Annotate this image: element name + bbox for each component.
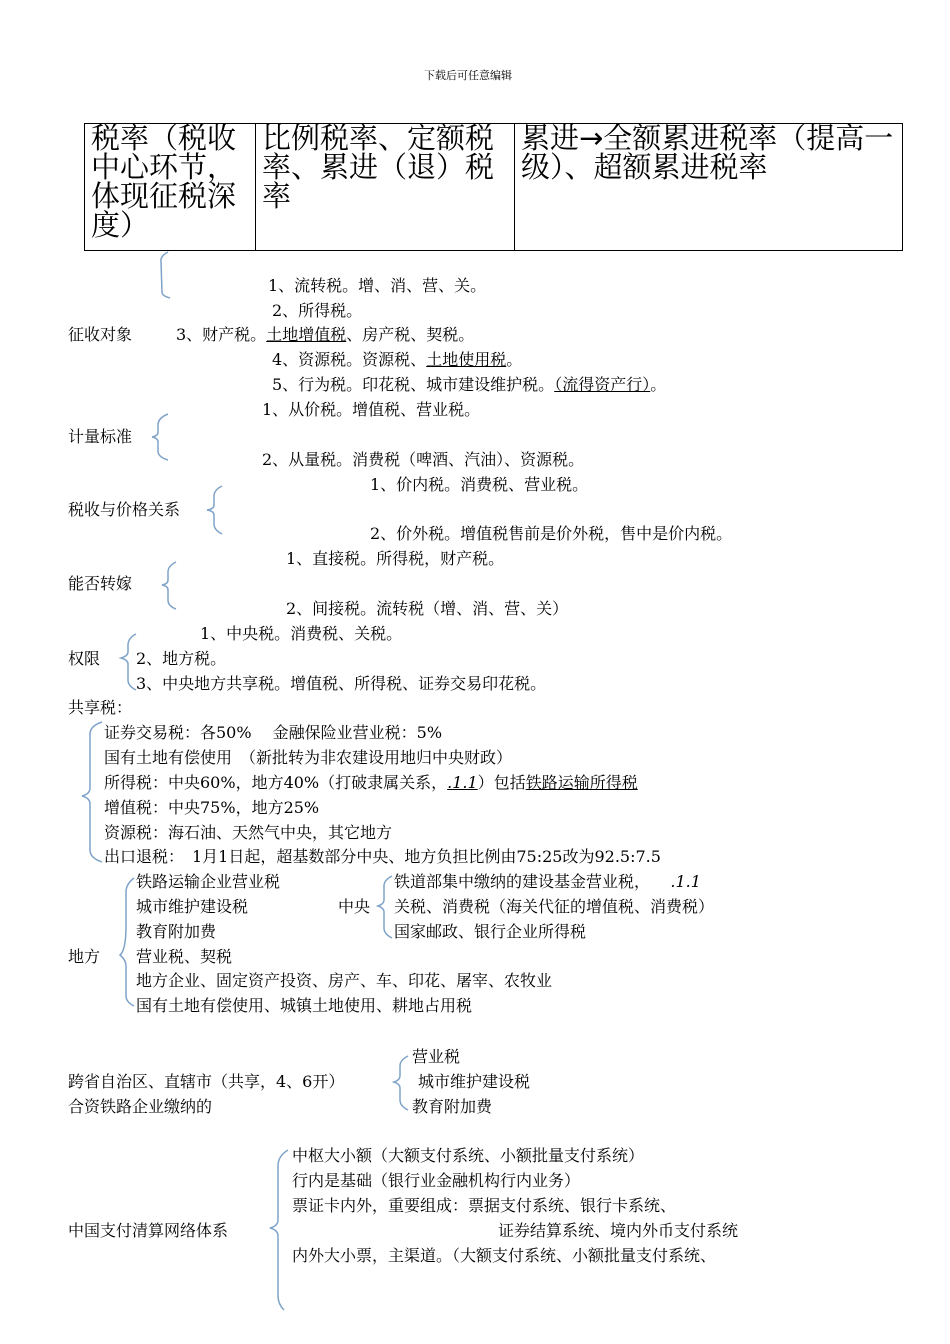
quanxian-item-2: 2、地方税。	[136, 649, 227, 668]
gongxiang-line-4: 增值税：中央75%，地方25%	[104, 798, 320, 817]
difang-line-4: 营业税、契税	[136, 947, 233, 966]
jiage-item-2: 2、价外税。增值税售前是价外税，售中是价内税。	[370, 524, 733, 543]
zhifu-label: 中国支付清算网络体系	[68, 1221, 229, 1240]
zhifu-line-5: 内外大小票，主渠道。（大额支付系统、小额批量支付系统、	[292, 1246, 717, 1265]
difang-line-6: 国有土地有偿使用、城镇土地使用、耕地占用税	[136, 996, 473, 1015]
zhifu-line-3: 票证卡内外，重要组成：票据支付系统、银行卡系统、	[292, 1196, 677, 1215]
difang-line-3: 教育附加费	[136, 922, 217, 941]
table-cell-1: 税率（税收中心环节，体现征税深度）	[85, 124, 256, 251]
zhuanjia-item-1: 1、直接税。所得税，财产税。	[286, 549, 505, 568]
table-cell-3: 累进→全额累进税率（提高一级）、超额累进税率	[515, 124, 903, 251]
jiliang-label: 计量标准	[68, 427, 133, 446]
kuasheng-line-2: 合资铁路企业缴纳的	[68, 1097, 213, 1116]
zhongyang-line-3: 国家邮政、银行企业所得税	[394, 922, 587, 941]
zhuanjia-item-2: 2、间接税。流转税（增、消、营、关）	[286, 599, 569, 618]
gongxiang-line-2: 国有土地有偿使用 （新批转为非农建设用地归中央财政）	[104, 748, 513, 767]
difang-line-5: 地方企业、固定资产投资、房产、车、印花、屠宰、农牧业	[136, 971, 553, 990]
jiage-label: 税收与价格关系	[68, 500, 181, 519]
jiliang-item-1: 1、从价税。增值税、营业税。	[262, 400, 481, 419]
kuasheng-right-2: 城市维护建设税	[418, 1072, 531, 1091]
zhuanjia-label: 能否转嫁	[68, 574, 133, 593]
zhifu-line-2: 行内是基础（银行业金融机构行内业务）	[292, 1171, 581, 1190]
difang-line-2: 城市维护建设税	[136, 897, 249, 916]
difang-line-1: 铁路运输企业营业税	[136, 872, 281, 891]
gongxiang-line-5: 资源税：海石油、天然气中央，其它地方	[104, 823, 393, 842]
zhengshou-item-5: 5、行为税。印花税、城市建设维护税。（流得资产行）。	[272, 375, 667, 394]
gongxiang-line-6: 出口退税： 1月1日起，超基数部分中央、地方负担比例由75:25改为92.5:7.5	[104, 847, 661, 866]
jiliang-item-2: 2、从量税。消费税（啤酒、汽油）、资源税。	[262, 450, 585, 469]
brace-zhengshou	[161, 252, 170, 298]
kuasheng-right-1: 营业税	[412, 1047, 461, 1066]
zhengshou-item-1: 1、流转税。增、消、营、关。	[268, 276, 487, 295]
zhengshou-item-2: 2、所得税。	[272, 301, 363, 320]
page-header: 下载后可任意编辑	[424, 69, 512, 82]
gongxiang-line-3: 所得税：中央60%，地方40%（打破隶属关系，.1.1）包括铁路运输所得税	[104, 773, 638, 792]
zhifu-line-4: 证券结算系统、境内外币支付系统	[498, 1221, 739, 1240]
difang-label: 地方	[68, 947, 101, 966]
zhongyang-label: 中央	[338, 897, 371, 916]
jiage-item-1: 1、价内税。消费税、营业税。	[370, 475, 589, 494]
zhengshou-item-4: 4、资源税。资源税、土地使用税。	[272, 350, 523, 369]
quanxian-item-1: 1、中央税。消费税、关税。	[200, 624, 403, 643]
zhifu-line-1: 中枢大小额（大额支付系统、小额批量支付系统）	[292, 1146, 645, 1165]
zhengshou-item-3: 3、财产税。土地增值税、房产税、契税。	[176, 325, 475, 344]
gongxiang-line-1: 证券交易税：各50% 金融保险业营业税：5%	[104, 723, 443, 742]
zhengshou-label: 征收对象	[68, 325, 133, 344]
kuasheng-line-1: 跨省自治区、直辖市（共享，4、6开）	[68, 1072, 345, 1091]
quanxian-item-3: 3、中央地方共享税。增值税、所得税、证券交易印花税。	[136, 674, 547, 693]
zhongyang-line-1: 铁道部集中缴纳的建设基金营业税， .1.1	[394, 872, 701, 891]
gongxiang-label: 共享税：	[68, 698, 133, 717]
kuasheng-right-3: 教育附加费	[412, 1097, 493, 1116]
quanxian-label: 权限	[68, 649, 101, 668]
table-cell-2: 比例税率、定额税率、累进（退）税率	[256, 124, 515, 251]
zhongyang-line-2: 关税、消费税（海关代征的增值税、消费税）	[394, 897, 715, 916]
